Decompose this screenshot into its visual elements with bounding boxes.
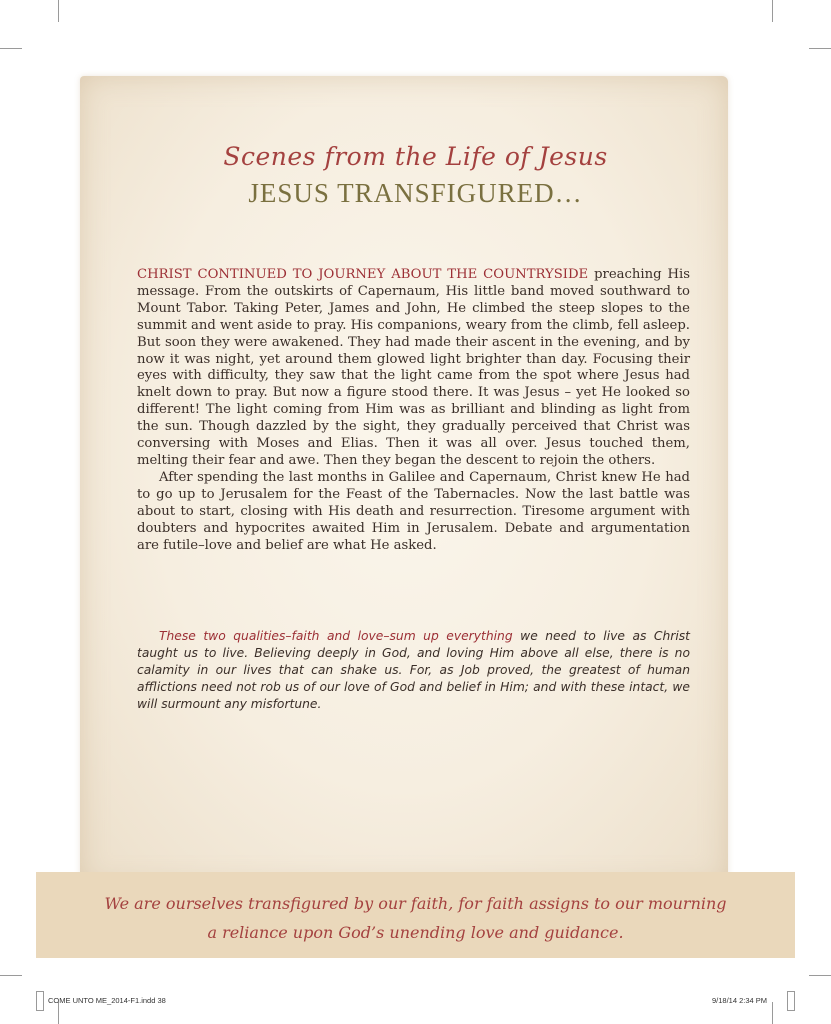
paragraph-1 — [137, 267, 690, 470]
crop-mark — [0, 48, 22, 49]
paragraph-2: After spending the last months in Galilee and Capernaum, Christ knew He had to go up to Jerusalem for the Feast of the Tabernacles. Now the last battle was about to start, closing with His death and resurrection. Tiresome argument with doubters and hypocrites awaited Him in Jerusalem. Debate and argumentation are futile–love and belief are what He asked. — [137, 469, 690, 553]
crop-mark — [809, 48, 831, 49]
slug-marker — [36, 991, 44, 1011]
paragraph-lead: These two qualities–faith and love–sum up everything — [159, 629, 513, 643]
crop-mark — [809, 975, 831, 976]
slug-marker — [787, 991, 795, 1011]
crop-mark — [58, 0, 59, 22]
quote-line-2: a reliance upon God’s unending love and guidance. — [207, 923, 624, 942]
paragraph-text: we need to live as Christ taught us to live. Believing deeply in God, and loving Him above all else, there is no calamity in our lives that can shake us. For, as Job proved, the greatest of human afflictions need not rob us of our love of God and belief in Him; and with these intact, we will surmount any misfortune. — [137, 629, 690, 711]
crop-mark — [772, 1002, 773, 1024]
paragraph-lead: CHRIST CONTINUED TO JOURNEY ABOUT THE COUNTRYSIDE — [137, 267, 589, 282]
body-text — [137, 267, 690, 554]
quote-line-1: We are ourselves transfigured by our faith, for faith assigns to our mourning — [104, 894, 727, 913]
paragraph-text: preaching His message. From the outskirts of Capernaum, His little band moved southward to Mount Tabor. Taking Peter, James and John, He climbed the steep slopes to the summit and went aside to pray. His companions, weary from the climb, fell asleep. But soon they were awakened. They had made their ascent in the evening, and by now it was night, yet around them glowed light brighter than day. Focusing their eyes with difficulty, they saw that the light came from the spot where Jesus had knelt down to pray. But now a figure stood there. It was Jesus – yet He looked so different! The light coming from Him was as brilliant and blinding as light from the sun. Though dazzled by the sight, they gradually perceived that Christ was conversing with Moses and Elias. Then it was all over. Jesus touched them, melting their fear and awe. Then they began the descent to rejoin the others. — [137, 267, 690, 468]
chapter-title: JESUS TRANSFIGURED… — [248, 178, 583, 208]
slug-file: COME UNTO ME_2014-F1.indd 38 — [48, 996, 166, 1005]
slug-date: 9/18/14 2:34 PM — [712, 996, 768, 1005]
crop-mark — [772, 0, 773, 22]
series-title: Scenes from the Life of Jesus — [223, 142, 608, 171]
reflection-text — [137, 628, 690, 713]
quote-band — [36, 872, 795, 958]
crop-mark — [0, 975, 22, 976]
paragraph-3 — [137, 628, 690, 713]
